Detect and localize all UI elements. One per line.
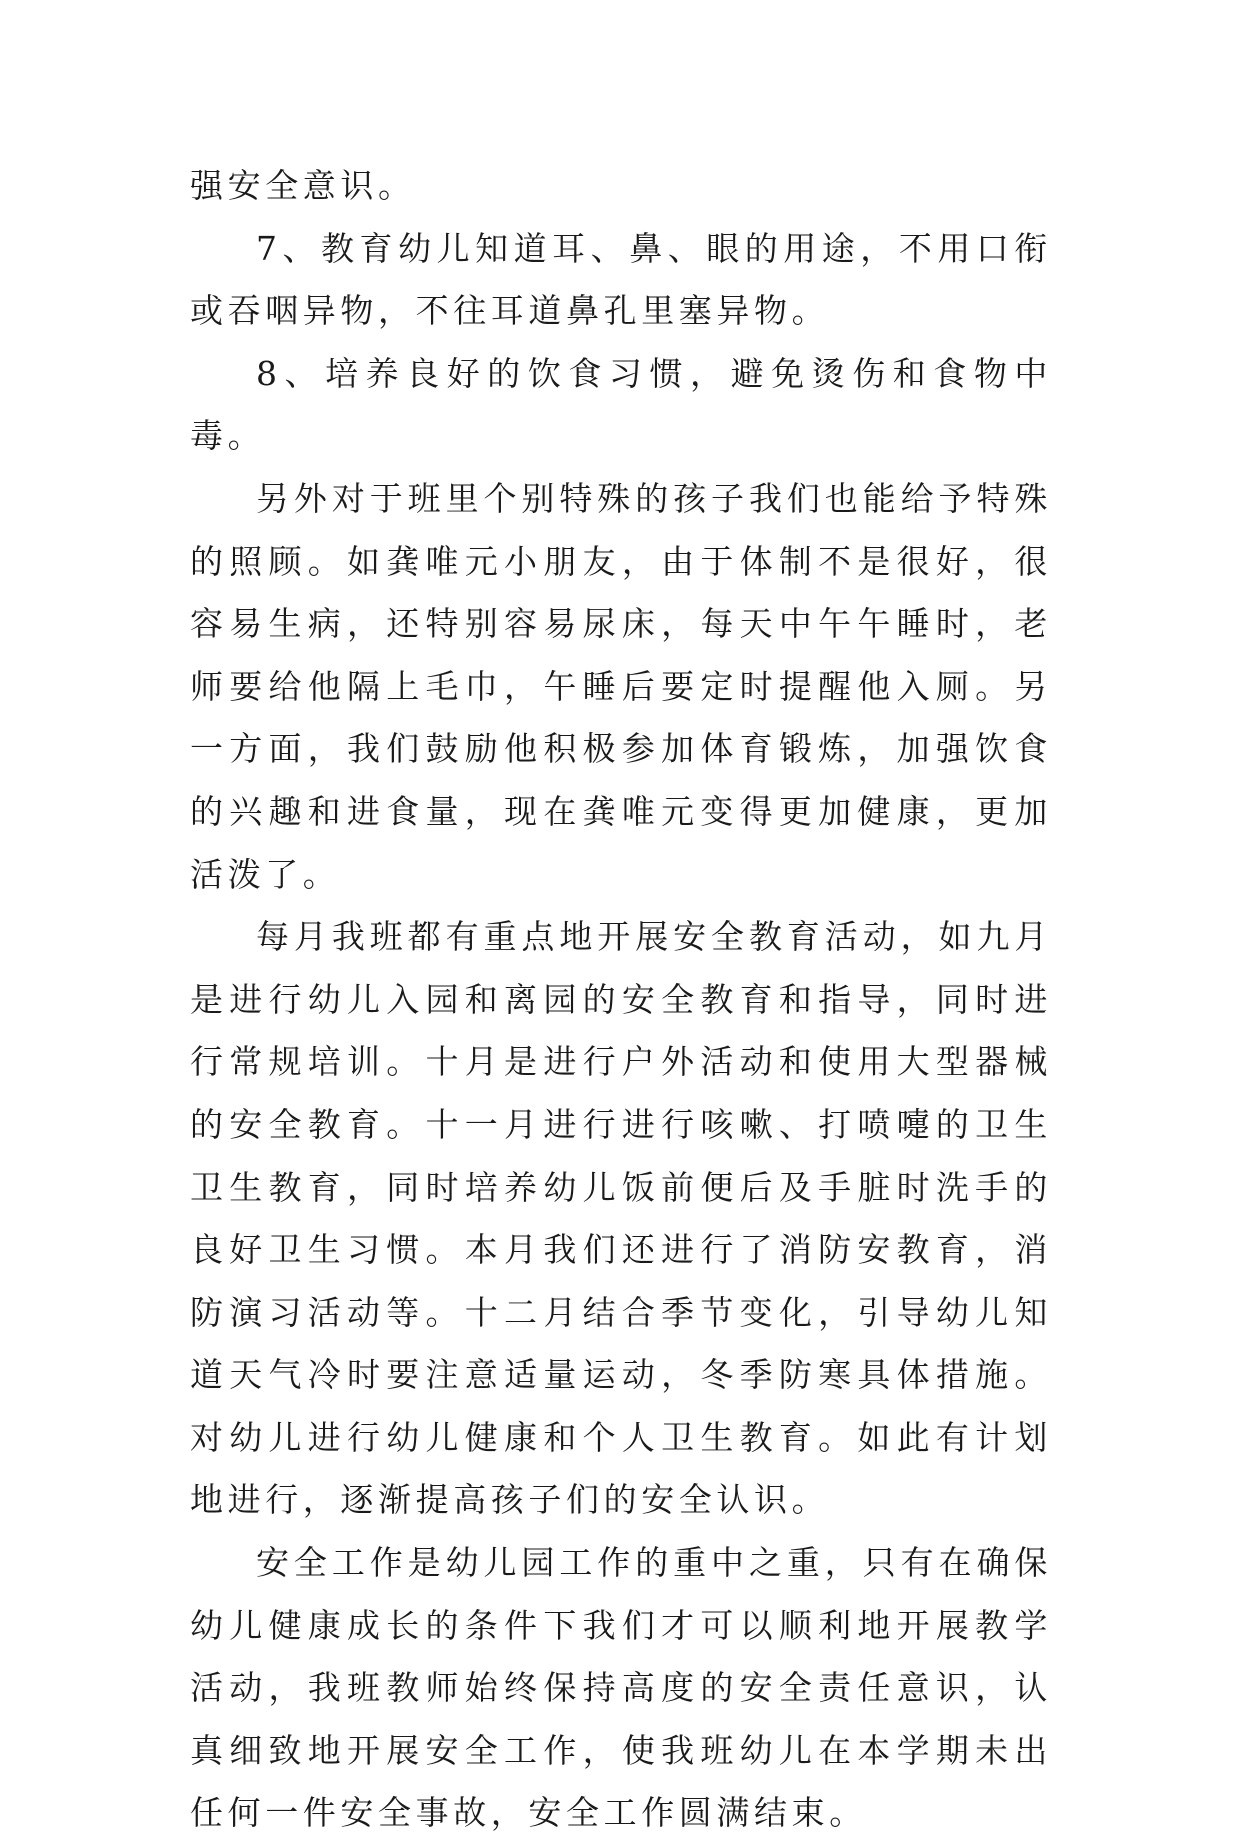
paragraph-special-care: 另外对于班里个别特殊的孩子我们也能给予特殊的照顾。如龚唯元小朋友，由于体制不是很好，很容易生病，还特别容易尿床，每天中午午睡时，老师要给他隔上毛巾，午睡后要定时提醒他入厕。另一方面，我们鼓励他积极参加体育锻炼，加强饮食的兴趣和进食量，现在龚唯元变得更加健康，更加活泼了。 (190, 478, 1052, 894)
document-body (190, 155, 1052, 1845)
paragraph-item-8: 8、培养良好的饮食习惯，避免烫伤和食物中毒。 (190, 353, 1052, 456)
paragraph-monthly-activities: 每月我班都有重点地开展安全教育活动，如九月是进行幼儿入园和离园的安全教育和指导，同时进行常规培训。十月是进行户外活动和使用大型器械的安全教育。十一月进行进行咳嗽、打喷嚏的卫生卫生教育，同时培养幼儿饭前便后及手脏时洗手的良好卫生习惯。本月我们还进行了消防安教育，消防演习活动等。十二月结合季节变化，引导幼儿知道天气冷时要注意适量运动，冬季防寒具体措施。对幼儿进行幼儿健康和个人卫生教育。如此有计划地进行，逐渐提高孩子们的安全认识。 (190, 917, 1052, 1520)
paragraph-conclusion: 安全工作是幼儿园工作的重中之重，只有在确保幼儿健康成长的条件下我们才可以顺利地开展教学活动，我班教师始终保持高度的安全责任意识，认真细致地开展安全工作，使我班幼儿在本学期未出任何一件安全事故，安全工作圆满结束。 (190, 1543, 1052, 1833)
paragraph-continuation: 强安全意识。 (190, 166, 416, 205)
paragraph-item-7: 7、教育幼儿知道耳、鼻、眼的用途，不用口衔或吞咽异物，不往耳道鼻孔里塞异物。 (190, 228, 1052, 331)
